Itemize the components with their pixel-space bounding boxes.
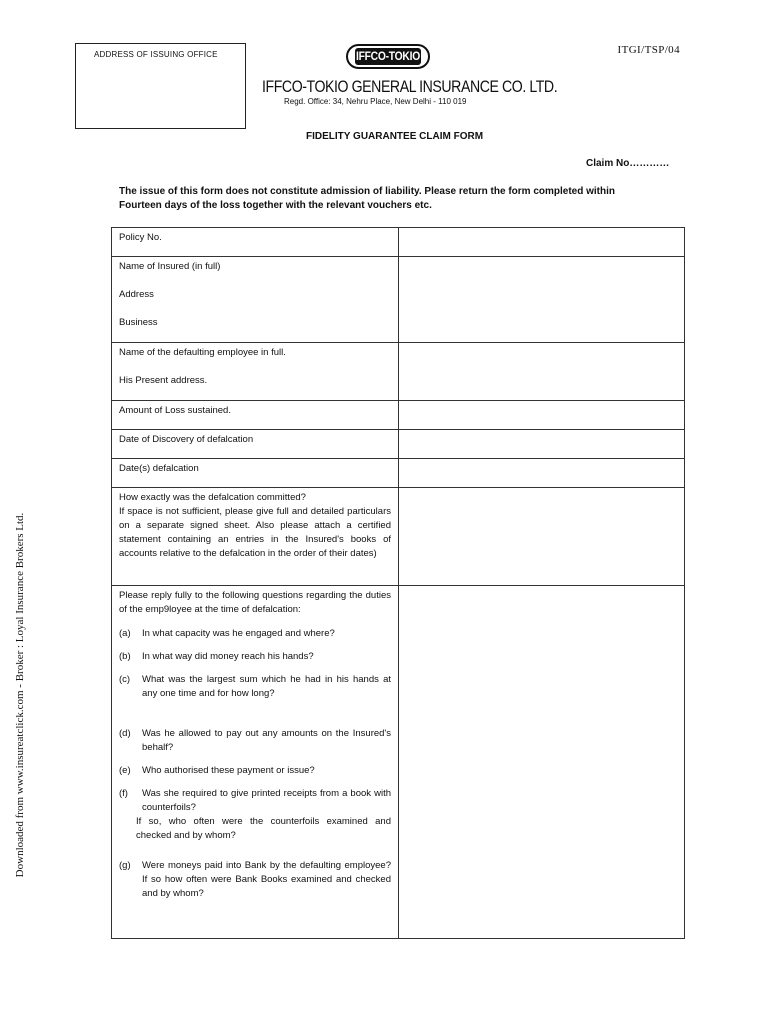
duties-questions bbox=[112, 586, 399, 938]
logo-text: IFFCO-TOKIO bbox=[355, 49, 421, 63]
question-b-text: In what way did money reach his hands? bbox=[142, 651, 314, 662]
address-box-label: ADDRESS OF ISSUING OFFICE bbox=[94, 50, 218, 59]
how-committed-note: If space is not sufficient, please give full and detailed particulars on a separate signed sheet. Also please attach a certified statement containing an entries in the Insured's books of accounts relative to the defalcation in the order of their dates) bbox=[119, 506, 391, 559]
issuing-office-address-box[interactable] bbox=[75, 43, 246, 129]
how-committed-labels bbox=[112, 488, 399, 585]
registered-office: Regd. Office: 34, Nehru Place, New Delhi - 110 019 bbox=[284, 97, 467, 106]
question-a-number: (a) bbox=[119, 628, 131, 639]
insured-details-input[interactable] bbox=[399, 257, 684, 342]
download-watermark: Downloaded from www.insureatclick.com - Broker : Loyal Insurance Brokers Ltd. bbox=[14, 512, 26, 878]
question-d bbox=[119, 727, 391, 755]
defalcation-dates-row bbox=[112, 459, 684, 488]
amount-loss-input[interactable] bbox=[399, 401, 684, 429]
question-g-number: (g) bbox=[119, 860, 131, 871]
defalcation-dates-label: Date(s) defalcation bbox=[112, 459, 399, 487]
question-f bbox=[119, 787, 391, 815]
policy-number-label: Policy No. bbox=[112, 228, 399, 256]
how-committed-question: How exactly was the defalcation committed? bbox=[119, 492, 306, 503]
question-f-sub: If so, who often were the counterfoils examined and checked and by whom? bbox=[136, 816, 391, 841]
how-committed-row bbox=[112, 488, 684, 586]
question-c-number: (c) bbox=[119, 674, 131, 685]
question-g bbox=[119, 859, 391, 901]
discovery-date-row bbox=[112, 430, 684, 459]
question-a-text: In what capacity was he engaged and where? bbox=[142, 628, 335, 639]
present-address-label: His Present address. bbox=[119, 375, 208, 386]
question-c-text: What was the largest sum which he had in his hands at any one time and for how long? bbox=[142, 674, 391, 699]
form-title: FIDELITY GUARANTEE CLAIM FORM bbox=[306, 131, 484, 142]
question-e bbox=[119, 764, 391, 778]
question-f-text: Was she required to give printed receipts from a book with counterfoils? bbox=[142, 788, 391, 813]
insured-name-label: Name of Insured (in full) bbox=[119, 261, 221, 272]
insured-details-row bbox=[112, 257, 684, 343]
employee-name-label: Name of the defaulting employee in full. bbox=[119, 347, 286, 358]
question-c bbox=[119, 673, 391, 701]
question-e-text: Who authorised these payment or issue? bbox=[142, 765, 315, 776]
question-d-number: (d) bbox=[119, 728, 131, 739]
question-b-number: (b) bbox=[119, 651, 131, 662]
how-committed-input[interactable] bbox=[399, 488, 684, 585]
claim-form-table bbox=[111, 227, 685, 939]
claim-number-field[interactable]: Claim No………… bbox=[586, 158, 670, 169]
defalcation-dates-input[interactable] bbox=[399, 459, 684, 487]
question-b bbox=[119, 650, 391, 664]
employee-labels bbox=[112, 343, 399, 400]
form-reference: ITGI/TSP/04 bbox=[617, 44, 680, 56]
insured-details-labels bbox=[112, 257, 399, 342]
employee-row bbox=[112, 343, 684, 401]
question-a bbox=[119, 627, 391, 641]
question-g-text: Were moneys paid into Bank by the defaulting employee? If so how often were Bank Books examined and checked and by whom? bbox=[142, 860, 391, 899]
duties-intro: Please reply fully to the following questions regarding the duties of the emp9loyee at the time of defalcation: bbox=[119, 590, 391, 615]
policy-number-input[interactable] bbox=[399, 228, 684, 256]
amount-loss-row bbox=[112, 401, 684, 430]
duties-row bbox=[112, 586, 684, 938]
question-e-number: (e) bbox=[119, 765, 131, 776]
duties-answers-input[interactable] bbox=[399, 586, 684, 938]
policy-number-row bbox=[112, 228, 684, 257]
amount-loss-label: Amount of Loss sustained. bbox=[112, 401, 399, 429]
discovery-date-label: Date of Discovery of defalcation bbox=[112, 430, 399, 458]
question-f-number: (f) bbox=[119, 788, 128, 799]
question-d-text: Was he allowed to pay out any amounts on the Insured's behalf? bbox=[142, 728, 391, 753]
employee-input[interactable] bbox=[399, 343, 684, 400]
discovery-date-input[interactable] bbox=[399, 430, 684, 458]
company-name: IFFCO-TOKIO GENERAL INSURANCE CO. LTD. bbox=[262, 77, 558, 96]
business-label: Business bbox=[119, 317, 158, 328]
liability-notice: The issue of this form does not constitute admission of liability. Please return the form completed within Fourteen days of the loss together with the relevant vouchers etc. bbox=[119, 186, 615, 211]
company-logo bbox=[346, 44, 430, 69]
address-label: Address bbox=[119, 289, 154, 300]
